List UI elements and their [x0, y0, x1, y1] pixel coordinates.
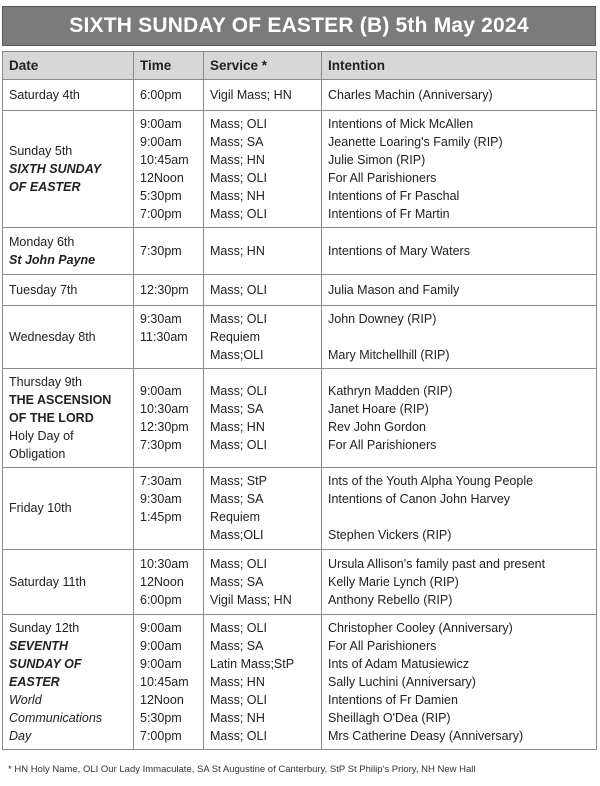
- intention-line: Intentions of Fr Damien: [328, 693, 458, 707]
- time-line: 12:30pm: [140, 283, 189, 297]
- cell-service: [204, 80, 322, 111]
- intention-line: Intentions of Canon John Harvey: [328, 492, 511, 506]
- service-line: Mass; HN: [210, 153, 265, 167]
- date-line: World: [9, 693, 42, 707]
- time-line: 9:00am: [140, 657, 182, 671]
- intention-line: Jeanette Loaring's Family (RIP): [328, 135, 503, 149]
- date-line: Communications: [9, 711, 103, 725]
- cell-service: [204, 615, 322, 750]
- service-line: Mass; OLI: [210, 557, 267, 571]
- service-line: Requiem: [210, 330, 261, 344]
- intention-line: [328, 508, 590, 526]
- cell-intention: [322, 369, 597, 468]
- service-line: Mass; NH: [210, 189, 265, 203]
- date-line: Thursday 9th: [9, 375, 82, 389]
- cell-intention: [322, 306, 597, 369]
- header-service: Service *: [204, 52, 322, 80]
- date-line: Obligation: [9, 447, 66, 461]
- cell-time: [134, 80, 204, 111]
- table-row: [3, 615, 597, 750]
- time-line: 1:45pm: [140, 510, 182, 524]
- cell-date: [3, 468, 134, 550]
- time-line: 7:00pm: [140, 207, 182, 221]
- header-date: Date: [3, 52, 134, 80]
- time-line: 5:30pm: [140, 189, 182, 203]
- service-line: Mass; OLI: [210, 438, 267, 452]
- date-line: SIXTH SUNDAY: [9, 162, 102, 176]
- date-line: EASTER: [9, 675, 60, 689]
- date-line: Tuesday 7th: [9, 283, 78, 297]
- cell-service: [204, 550, 322, 615]
- service-line: Mass; SA: [210, 402, 264, 416]
- time-line: 7:30pm: [140, 438, 182, 452]
- service-line: Mass; HN: [210, 420, 265, 434]
- time-line: 10:45am: [140, 675, 189, 689]
- intention-line: Ints of the Youth Alpha Young People: [328, 474, 534, 488]
- date-line: Day: [9, 729, 32, 743]
- cell-intention: [322, 111, 597, 228]
- cell-date: [3, 306, 134, 369]
- time-line: 9:00am: [140, 117, 182, 131]
- date-line: Friday 10th: [9, 501, 72, 515]
- service-line: Mass; OLI: [210, 621, 267, 635]
- date-line: Wednesday 8th: [9, 330, 96, 344]
- mass-schedule-table: [2, 51, 597, 750]
- cell-date: [3, 615, 134, 750]
- cell-time: [134, 369, 204, 468]
- service-line: Mass; SA: [210, 492, 264, 506]
- intention-line: Ursula Allison's family past and present: [328, 557, 546, 571]
- service-line: Mass; SA: [210, 135, 264, 149]
- time-line: 7:30am: [140, 474, 182, 488]
- cell-date: [3, 275, 134, 306]
- time-line: 12Noon: [140, 575, 184, 589]
- service-line: Requiem: [210, 510, 261, 524]
- intention-line: Mrs Catherine Deasy (Anniversary): [328, 729, 524, 743]
- time-line: 9:00am: [140, 135, 182, 149]
- service-line: Mass; OLI: [210, 312, 267, 326]
- date-line: Sunday 5th: [9, 144, 73, 158]
- time-line: 10:30am: [140, 402, 189, 416]
- intention-line: Julia Mason and Family: [328, 283, 460, 297]
- cell-intention: [322, 228, 597, 275]
- time-line: 7:30pm: [140, 244, 182, 258]
- cell-time: [134, 228, 204, 275]
- cell-date: [3, 111, 134, 228]
- intention-line: Charles Machin (Anniversary): [328, 88, 493, 102]
- intention-line: Intentions of Mary Waters: [328, 244, 470, 258]
- time-line: [140, 346, 197, 364]
- cell-date: [3, 228, 134, 275]
- time-line: 10:30am: [140, 557, 189, 571]
- date-line: Monday 6th: [9, 235, 75, 249]
- date-line: OF THE LORD: [9, 411, 94, 425]
- service-line: Mass; OLI: [210, 171, 267, 185]
- date-line: SUNDAY OF: [9, 657, 82, 671]
- cell-time: [134, 615, 204, 750]
- service-line: Mass;OLI: [210, 528, 264, 542]
- service-line: Mass; OLI: [210, 283, 267, 297]
- date-line: Holy Day of: [9, 429, 74, 443]
- date-line: THE ASCENSION: [9, 393, 112, 407]
- service-line: Mass;OLI: [210, 348, 264, 362]
- intention-line: Christopher Cooley (Anniversary): [328, 621, 513, 635]
- cell-service: [204, 275, 322, 306]
- header-time: Time: [134, 52, 204, 80]
- page-title: SIXTH SUNDAY OF EASTER (B) 5th May 2024: [2, 6, 596, 46]
- date-line: Saturday 4th: [9, 88, 80, 102]
- intention-line: For All Parishioners: [328, 639, 437, 653]
- cell-service: [204, 306, 322, 369]
- cell-time: [134, 550, 204, 615]
- cell-service: [204, 468, 322, 550]
- footnote-legend: * HN Holy Name, OLI Our Lady Immaculate, SA St Augustine of Canterbury, StP St Philip's Priory, NH New Hall: [8, 764, 476, 775]
- intention-line: Intentions of Fr Paschal: [328, 189, 460, 203]
- header-intention: Intention: [322, 52, 597, 80]
- cell-date: [3, 369, 134, 468]
- intention-line: Sally Luchini (Anniversary): [328, 675, 476, 689]
- cell-intention: [322, 80, 597, 111]
- service-line: Mass; NH: [210, 711, 265, 725]
- cell-time: [134, 275, 204, 306]
- service-line: Mass; SA: [210, 639, 264, 653]
- cell-intention: [322, 550, 597, 615]
- cell-intention: [322, 468, 597, 550]
- table-row: [3, 228, 597, 275]
- service-line: Mass; OLI: [210, 384, 267, 398]
- cell-intention: [322, 275, 597, 306]
- date-line: OF EASTER: [9, 180, 81, 194]
- service-line: Mass; OLI: [210, 117, 267, 131]
- cell-service: [204, 228, 322, 275]
- cell-service: [204, 111, 322, 228]
- cell-time: [134, 111, 204, 228]
- date-line: St John Payne: [9, 253, 96, 267]
- intention-line: Mary Mitchellhill (RIP): [328, 348, 450, 362]
- time-line: 5:30pm: [140, 711, 182, 725]
- time-line: 9:30am: [140, 492, 182, 506]
- intention-line: John Downey (RIP): [328, 312, 437, 326]
- cell-time: [134, 306, 204, 369]
- cell-service: [204, 369, 322, 468]
- table-header-row: [3, 52, 597, 80]
- service-line: Mass; HN: [210, 675, 265, 689]
- intention-line: For All Parishioners: [328, 171, 437, 185]
- time-line: 11:30am: [140, 330, 188, 344]
- time-line: 12Noon: [140, 693, 184, 707]
- table-row: [3, 369, 597, 468]
- service-line: Latin Mass;StP: [210, 657, 295, 671]
- intention-line: Janet Hoare (RIP): [328, 402, 429, 416]
- service-line: Mass; OLI: [210, 693, 267, 707]
- table-row: [3, 80, 597, 111]
- time-line: 9:00am: [140, 384, 182, 398]
- time-line: 12:30pm: [140, 420, 189, 434]
- intention-line: [328, 328, 590, 346]
- date-line: Saturday 11th: [9, 575, 86, 589]
- table-row: [3, 275, 597, 306]
- table-row: [3, 306, 597, 369]
- intention-line: Kathryn Madden (RIP): [328, 384, 453, 398]
- time-line: 6:00pm: [140, 88, 182, 102]
- intention-line: Stephen Vickers (RIP): [328, 528, 452, 542]
- service-line: Mass; OLI: [210, 207, 267, 221]
- service-line: Vigil Mass; HN: [210, 88, 292, 102]
- time-line: 6:00pm: [140, 593, 182, 607]
- intention-line: Intentions of Mick McAllen: [328, 117, 474, 131]
- time-line: 9:00am: [140, 639, 182, 653]
- cell-date: [3, 550, 134, 615]
- table-row: [3, 111, 597, 228]
- date-line: SEVENTH: [9, 639, 69, 653]
- time-line: 7:00pm: [140, 729, 182, 743]
- intention-line: Ints of Adam Matusiewicz: [328, 657, 470, 671]
- service-line: Mass; SA: [210, 575, 264, 589]
- table-row: [3, 550, 597, 615]
- cell-date: [3, 80, 134, 111]
- service-line: Mass; HN: [210, 244, 265, 258]
- time-line: [140, 526, 197, 544]
- service-line: Mass; OLI: [210, 729, 267, 743]
- intention-line: Intentions of Fr Martin: [328, 207, 450, 221]
- table-row: [3, 468, 597, 550]
- intention-line: Rev John Gordon: [328, 420, 426, 434]
- service-line: Mass; StP: [210, 474, 267, 488]
- cell-intention: [322, 615, 597, 750]
- intention-line: Sheillagh O'Dea (RIP): [328, 711, 451, 725]
- time-line: 10:45am: [140, 153, 189, 167]
- intention-line: Kelly Marie Lynch (RIP): [328, 575, 459, 589]
- time-line: 12Noon: [140, 171, 184, 185]
- intention-line: Anthony Rebello (RIP): [328, 593, 453, 607]
- time-line: 9:30am: [140, 312, 182, 326]
- intention-line: Julie Simon (RIP): [328, 153, 426, 167]
- date-line: Sunday 12th: [9, 621, 80, 635]
- time-line: 9:00am: [140, 621, 182, 635]
- cell-time: [134, 468, 204, 550]
- service-line: Vigil Mass; HN: [210, 593, 292, 607]
- intention-line: For All Parishioners: [328, 438, 437, 452]
